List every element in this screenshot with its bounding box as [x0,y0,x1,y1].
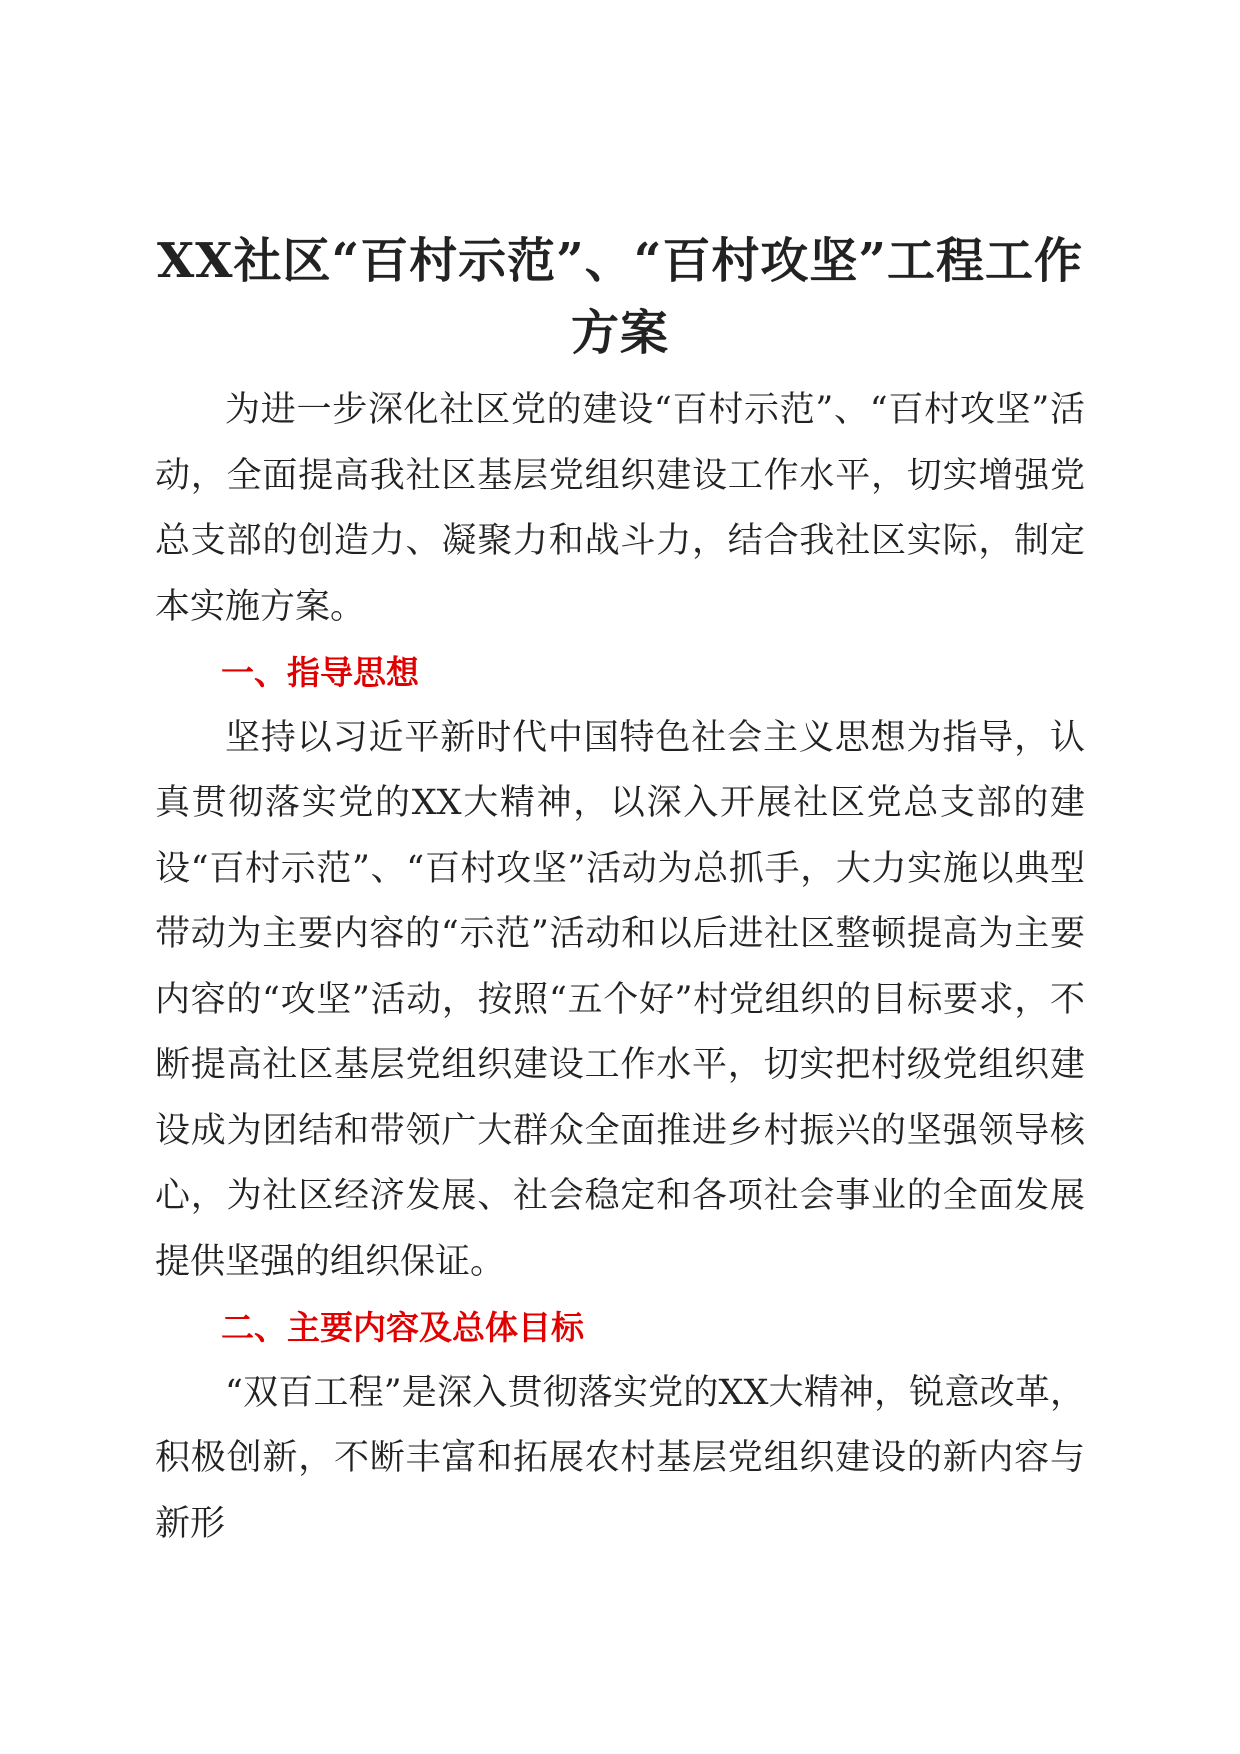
intro-paragraph: 为进一步深化社区党的建设“百村示范”、“百村攻坚”活动，全面提高我社区基层党组织建设工作水平，切实增强党总支部的创造力、凝聚力和战斗力，结合我社区实际，制定本实施方案。 [155,390,1085,627]
section-heading-main-content: 二、主要内容及总体目标 [221,1308,584,1347]
section-heading-guiding-ideology: 一、指导思想 [221,653,419,692]
page-title: XX社区“百村示范”、“百村攻坚”工程工作方案 [157,233,1083,361]
document-body [155,378,1085,1557]
section-paragraph-guiding-ideology: 坚持以习近平新时代中国特色社会主义思想为指导，认真贯彻落实党的XX大精神，以深入开展社区党总支部的建设“百村示范”、“百村攻坚”活动为总抓手，大力实施以典型带动为主要内容的“示范”活动和以后进社区整顿提高为主要内容的“攻坚”活动，按照“五个好”村党组织的目标要求，不断提高社区基层党组织建设工作水平，切实把村级党组织建设成为团结和带领广大群众全面推进乡村振兴的坚强领导核心，为社区经济发展、社会稳定和各项社会事业的全面发展提供坚强的组织保证。 [155,717,1085,1282]
section-paragraph-main-content: “双百工程”是深入贯彻落实党的XX大精神，锐意改革，积极创新，不断丰富和拓展农村基层党组织建设的新内容与新形 [155,1372,1085,1544]
